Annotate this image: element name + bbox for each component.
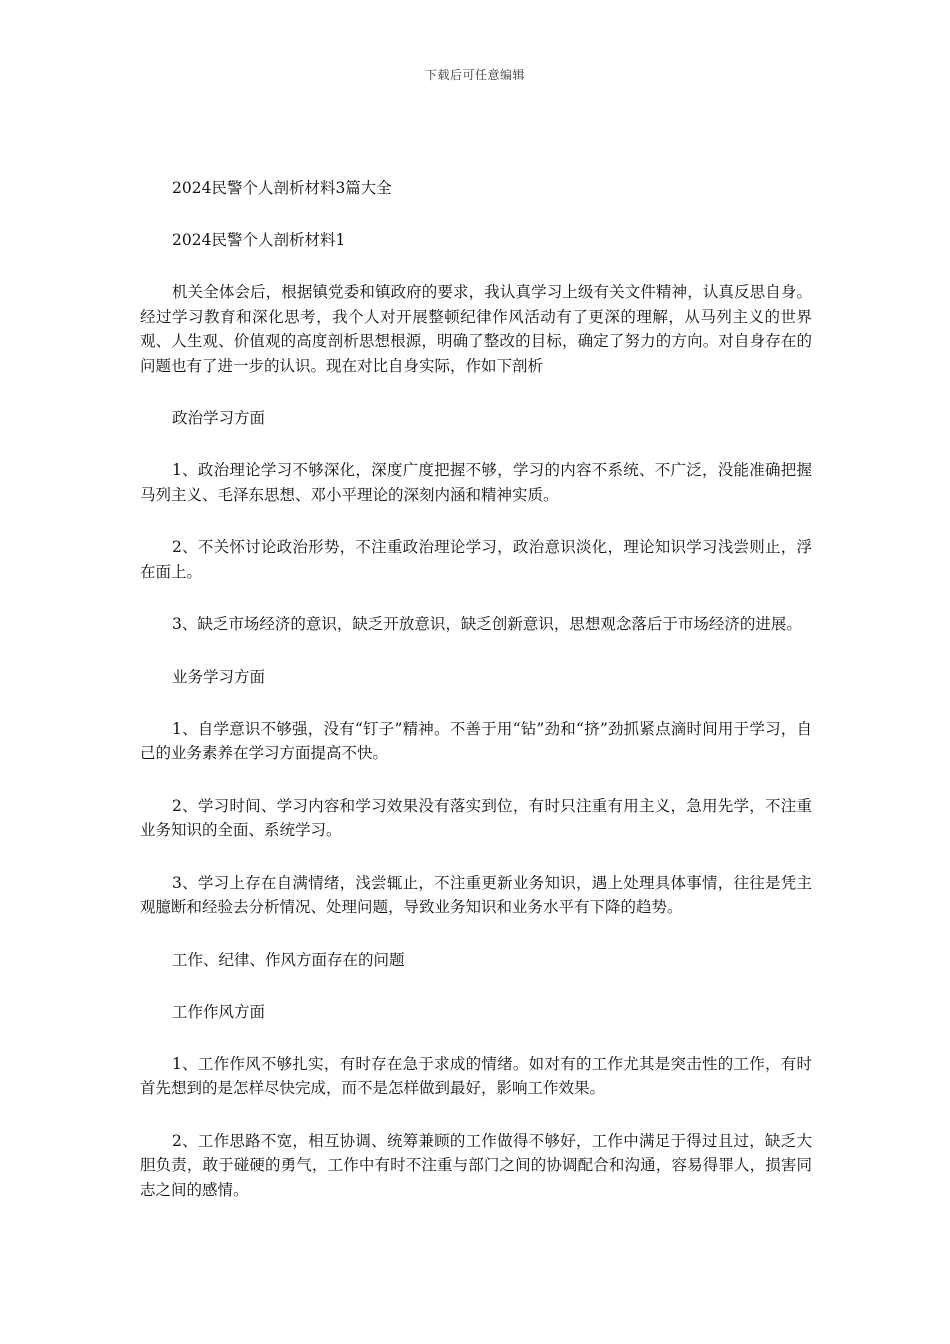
page-header-note: 下载后可任意编辑: [424, 68, 525, 82]
political-item-2: 2、不关怀讨论政治形势，不注重政治理论学习，政治意识淡化，理论知识学习浅尝则止，浮在面上。: [140, 538, 812, 581]
section-heading-discipline: 工作、纪律、作风方面存在的问题: [172, 950, 405, 969]
business-item-1: 1、自学意识不够强，没有“钉子”精神。不善于用“钻”劲和“挤”劲抓紧点滴时间用于学习，自己的业务素养在学习方面提高不快。: [140, 719, 812, 762]
document-subtitle: 2024民警个人剖析材料1: [172, 231, 346, 249]
section-heading-work-style: 工作作风方面: [172, 1002, 266, 1021]
work-item-2: 2、工作思路不宽，相互协调、统筹兼顾的工作做得不够好，工作中满足于得过且过，缺乏大胆负责，敢于碰硬的勇气，工作中有时不注重与部门之间的协调配合和沟通，容易得罪人，损害同志之间的感情。: [140, 1131, 812, 1199]
work-item-1: 1、工作作风不够扎实，有时存在急于求成的情绪。如对有的工作尤其是突击性的工作，有时首先想到的是怎样尽快完成，而不是怎样做到最好，影响工作效果。: [140, 1054, 812, 1097]
business-item-2: 2、学习时间、学习内容和学习效果没有落实到位，有时只注重有用主义，急用先学，不注重业务知识的全面、系统学习。: [140, 796, 812, 839]
document-body: [140, 176, 812, 1202]
section-heading-political: 政治学习方面: [172, 409, 266, 427]
intro-paragraph: 机关全体会后，根据镇党委和镇政府的要求，我认真学习上级有关文件精神，认真反思自身。经过学习教育和深化思考，我个人对开展整顿纪律作风活动有了更深的理解，从马列主义的世界观、人生观、价值观的高度剖析思想根源，明确了整改的目标，确定了努力的方向。对自身存在的问题也有了进一步的认识。现在对比自身实际，作如下剖析: [140, 283, 812, 375]
document-title: 2024民警个人剖析材料3篇大全: [172, 179, 392, 197]
business-item-3: 3、学习上存在自满情绪，浅尝辄止，不注重更新业务知识，遇上处理具体事情，往往是凭主观臆断和经验去分析情况、处理问题，导致业务知识和业务水平有下降的趋势。: [140, 873, 812, 916]
political-item-1: 1、政治理论学习不够深化，深度广度把握不够，学习的内容不系统、不广泛，没能准确把握马列主义、毛泽东思想、邓小平理论的深刻内涵和精神实质。: [140, 461, 812, 504]
section-heading-business: 业务学习方面: [172, 667, 266, 686]
political-item-3: 3、缺乏市场经济的意识，缺乏开放意识，缺乏创新意识，思想观念落后于市场经济的进展。: [172, 615, 802, 633]
